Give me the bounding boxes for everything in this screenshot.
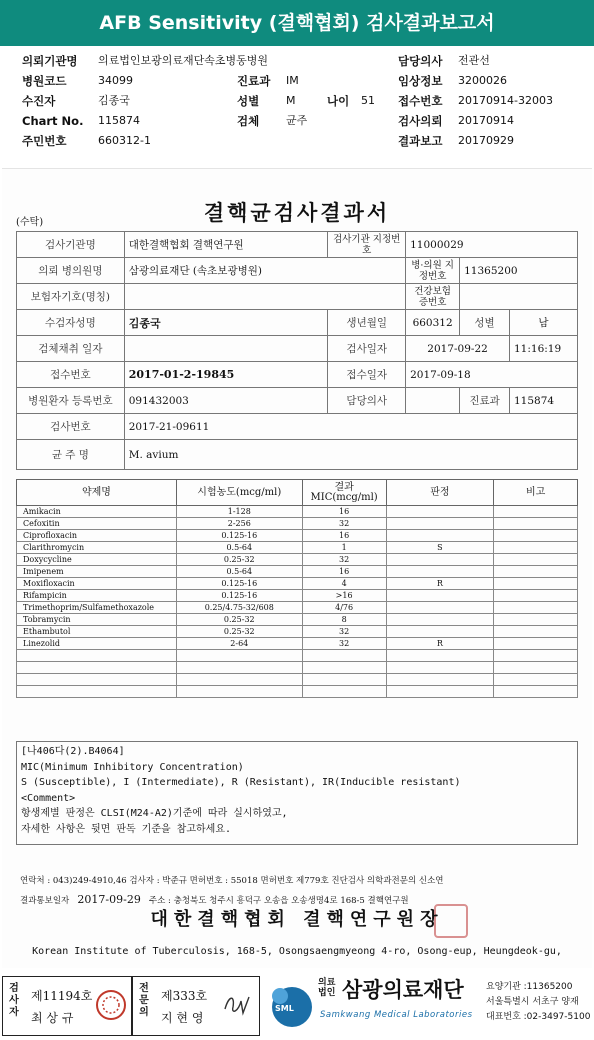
mic-judgement-cell [386,614,494,626]
mic-note-cell [494,530,578,542]
mic-judgement-cell [386,686,494,698]
age-label: 나이 [327,94,350,108]
mic-body [17,506,578,698]
lab-name: 삼광의료재단 [342,978,464,1002]
mic-result-cell: 16 [302,506,386,518]
certificate-title: 결핵균검사결과서 [203,200,391,225]
contact-line: 연락처 : 043)249-4910,46 검사자 : 박준규 면허번호 : 55018 면허번호 제779호 진단검사 의학과전문의 신소연 [20,876,444,886]
mic-result-cell: 4/76 [302,602,386,614]
mic-judgement-cell [386,506,494,518]
mic-header: 약제명 [17,480,177,506]
mic-note-cell [494,662,578,674]
specimen-value: 균주 [286,114,308,127]
specimen-label: 검체 [237,114,260,128]
mic-note-cell [494,578,578,590]
resident-no-label: 주민번호 [22,134,67,148]
mic-range-cell: 0.25-32 [176,614,302,626]
doctor-name: 지 현 영 [161,1011,204,1025]
note-line: 자세한 사항은 뒷면 판독 기준을 참고하세요. [21,823,232,835]
mic-header: 판정 [386,480,494,506]
mic-drug-cell: Cefoxitin [17,518,177,530]
info-value [406,388,460,414]
info-value: 남 [510,310,578,336]
info-key: 검사번호 [17,414,125,440]
header-row [0,112,594,130]
info-row [17,336,578,362]
info-value: 삼광의료재단 (속초보광병원) [124,258,405,284]
issuing-organization: 대한결핵협회 결핵연구원장 [150,909,444,930]
mic-drug-cell: Ethambutol [17,626,177,638]
lab-phone: 대표번호 :02-3497-5100 [486,1012,591,1022]
mic-result-cell: 4 [302,578,386,590]
note-line: [나406다(2).B4064] [21,746,125,757]
sex-label: 성별 [237,94,260,108]
mic-range-cell: 0.125-16 [176,578,302,590]
mic-range-cell: 0.25/4.75-32/608 [176,602,302,614]
mic-header: 시험농도(mcg/ml) [176,480,302,506]
info-row [17,258,578,284]
mic-judgement-cell [386,554,494,566]
tester-name: 최 상 규 [31,1011,74,1025]
mic-range-cell [176,650,302,662]
sex-value: M [286,94,296,107]
info-value: 11:16:19 [510,336,578,362]
info-row [17,362,578,388]
mic-header-row [17,480,578,506]
info-value: 김종국 [124,310,328,336]
mic-judgement-cell [386,662,494,674]
mic-drug-cell [17,650,177,662]
note-line: <Comment> [21,792,76,804]
note-line: 항생제별 판정은 CLSI(M24-A2)기준에 따라 실시하였고, [21,808,288,819]
mic-row [17,542,578,554]
mic-judgement-cell [386,530,494,542]
mic-result-cell: 32 [302,638,386,650]
mic-judgement-cell [386,650,494,662]
patient-value: 김종국 [98,94,130,107]
tester-cell [2,976,132,1036]
info-value: M. avium [124,440,577,470]
mic-note-cell [494,542,578,554]
mic-range-cell [176,686,302,698]
mic-note-cell [494,638,578,650]
mic-note-cell [494,602,578,614]
tester-label: 검사자 [9,983,19,1018]
patient-label: 수진자 [22,94,56,108]
mic-judgement-cell [386,626,494,638]
mic-judgement-cell: R [386,578,494,590]
info-value: 2017-09-18 [406,362,578,388]
mic-note-cell [494,590,578,602]
mic-drug-cell: Imipenem [17,566,177,578]
mic-drug-cell [17,662,177,674]
tester-seal-icon [95,989,127,1021]
info-key: 진료과 [460,388,510,414]
header-row [0,52,594,70]
mic-row [17,506,578,518]
info-key: 검사기관 지정번호 [328,232,406,258]
info-key: 수검자성명 [17,310,125,336]
clinical-info-label: 임상정보 [398,74,443,88]
info-row [17,388,578,414]
info-row [17,284,578,310]
mic-note-cell [494,650,578,662]
department-label: 진료과 [237,74,271,88]
mic-row [17,518,578,530]
lab-prefix: 의료법인 [318,978,336,998]
mic-note-cell [494,674,578,686]
mic-drug-cell: Tobramycin [17,614,177,626]
mic-drug-cell: Amikacin [17,506,177,518]
mic-range-cell: 0.25-32 [176,554,302,566]
report-date-label: 결과통보일자 [20,896,70,906]
mic-row [17,590,578,602]
mic-judgement-cell [386,566,494,578]
mic-header: 결과 MIC(mcg/ml) [302,480,386,506]
signature-bar [2,974,592,1038]
info-key: 의뢰 병의원명 [17,258,125,284]
mic-note-cell [494,554,578,566]
mic-row [17,638,578,650]
hospital-code-label: 병원코드 [22,74,67,88]
mic-judgement-cell: S [386,542,494,554]
receipt-no-value: 20170914-32003 [458,94,553,107]
lab-address: 서울특별시 서초구 양재 [486,997,579,1007]
organization-english: Korean Institute of Tuberculosis, 168-5, Osongsaengmyeong 4-ro, Osong-eup, Heungdeok-gu, [32,946,562,957]
commissioned-mark: (수탁) [16,217,44,228]
info-key: 균 주 명 [17,440,125,470]
info-key: 접수번호 [17,362,125,388]
info-row [17,232,578,258]
info-row [17,440,578,470]
request-date-value: 20170914 [458,114,514,127]
lab-english-name: Samkwang Medical Laboratories [320,1010,473,1020]
hospital-code-value: 34099 [98,74,133,87]
mic-range-cell [176,674,302,686]
chart-no-value: 115874 [98,114,140,127]
request-date-label: 검사의뢰 [398,114,443,128]
mic-range-cell: 0.125-16 [176,530,302,542]
info-value [460,284,578,310]
note-line: S (Susceptible), I (Intermediate), R (Resistant), IR(Inducible resistant) [21,777,461,788]
info-value [124,336,328,362]
report-title: AFB Sensitivity (결핵협회) 검사결과보고서 [0,0,594,46]
mic-table [16,479,578,698]
mic-row [17,686,578,698]
receipt-no-label: 접수번호 [398,94,443,108]
mic-note-cell [494,518,578,530]
age-value: 51 [361,94,375,107]
mic-range-cell: 0.25-32 [176,626,302,638]
clinical-info-value: 3200026 [458,74,507,87]
info-value [124,284,405,310]
hospital-name-label: 의뢰기관명 [22,54,78,68]
info-key: 보험자기호(명칭) [17,284,125,310]
mic-note-cell [494,506,578,518]
mic-row [17,626,578,638]
mic-row [17,554,578,566]
mic-range-cell: 1-128 [176,506,302,518]
mic-range-cell [176,662,302,674]
mic-result-cell: 32 [302,518,386,530]
mic-result-cell [302,662,386,674]
report-header [0,48,594,150]
mic-drug-cell: Trimethoprim/Sulfamethoxazole [17,602,177,614]
mic-result-cell: 16 [302,566,386,578]
resident-no-value: 660312-1 [98,134,151,147]
mic-row [17,674,578,686]
doctor-signature-icon [221,991,255,1019]
info-key: 생년월일 [328,310,406,336]
info-value: 대한결핵협회 결핵연구원 [124,232,328,258]
info-value: 091432003 [124,388,328,414]
mic-row [17,578,578,590]
patient-info-table [16,231,578,470]
info-value: 660312 [406,310,460,336]
mic-drug-cell: Clarithromycin [17,542,177,554]
mic-row [17,614,578,626]
doctor-label: 전문의 [139,983,149,1018]
doctor-license: 제333호 [161,989,208,1003]
mic-judgement-cell [386,590,494,602]
info-key: 병·의원 지정번호 [406,258,460,284]
mic-drug-cell: Ciprofloxacin [17,530,177,542]
mic-range-cell: 2-256 [176,518,302,530]
mic-result-cell [302,686,386,698]
mic-result-cell [302,650,386,662]
info-value: 11000029 [406,232,578,258]
mic-note-cell [494,614,578,626]
info-key: 검사기관명 [17,232,125,258]
notes-box [16,741,578,845]
mic-drug-cell [17,674,177,686]
mic-judgement-cell: R [386,638,494,650]
info-key: 건강보험 증번호 [406,284,460,310]
info-value: 11365200 [460,258,578,284]
logo-text: SML [275,1004,294,1013]
info-value: 2017-09-22 [406,336,510,362]
doctor-label: 담당의사 [398,54,443,68]
info-value: 115874 [510,388,578,414]
address-text: 주소 : 충청북도 청주시 흥덕구 오송읍 오송생명4로 168-5 결핵연구원 [148,896,409,906]
mic-header: 비고 [494,480,578,506]
mic-drug-cell: Doxycycline [17,554,177,566]
mic-drug-cell [17,686,177,698]
mic-drug-cell: Moxifloxacin [17,578,177,590]
mic-note-cell [494,686,578,698]
mic-result-cell: 32 [302,626,386,638]
info-row [17,414,578,440]
mic-row [17,530,578,542]
doctor-cell [132,976,260,1036]
mic-result-cell: 8 [302,614,386,626]
department-value: IM [286,74,299,87]
note-line: MIC(Minimum Inhibitory Concentration) [21,761,244,773]
report-date-label: 결과보고 [398,134,443,148]
header-row [0,132,594,150]
tester-license: 제11194호 [31,989,93,1003]
info-key: 검사일자 [328,336,406,362]
report-date-value: 2017-09-29 [77,893,141,906]
hospital-name-value: 의료법인보광의료재단속초병동병원 [98,54,269,67]
mic-note-cell [494,566,578,578]
info-key: 병원환자 등록번호 [17,388,125,414]
mic-result-cell: >16 [302,590,386,602]
info-key: 성별 [460,310,510,336]
mic-range-cell: 0.125-16 [176,590,302,602]
report-date-value: 20170929 [458,134,514,147]
mic-row [17,650,578,662]
mic-drug-cell: Rifampicin [17,590,177,602]
mic-range-cell: 2-64 [176,638,302,650]
mic-result-cell: 32 [302,554,386,566]
mic-note-cell [494,626,578,638]
info-key: 검체채취 일자 [17,336,125,362]
mic-drug-cell: Linezolid [17,638,177,650]
info-key: 담당의사 [328,388,406,414]
scanned-certificate [2,168,592,968]
chart-no-label: Chart No. [22,114,84,128]
mic-row [17,662,578,674]
mic-judgement-cell [386,602,494,614]
header-row [0,72,594,90]
mic-judgement-cell [386,674,494,686]
lab-contact [486,980,590,1025]
mic-row [17,602,578,614]
doctor-value: 전관선 [458,54,490,67]
info-row [17,310,578,336]
lab-code: 요양기관 :11365200 [486,982,573,992]
info-value: 2017-01-2-19845 [124,362,328,388]
mic-range-cell: 0.5-64 [176,566,302,578]
mic-result-cell: 16 [302,530,386,542]
info-value: 2017-21-09611 [124,414,577,440]
mic-result-cell: 1 [302,542,386,554]
mic-range-cell: 0.5-64 [176,542,302,554]
mic-row [17,566,578,578]
mic-result-cell [302,674,386,686]
info-key: 접수일자 [328,362,406,388]
header-row [0,92,594,110]
mic-judgement-cell [386,518,494,530]
